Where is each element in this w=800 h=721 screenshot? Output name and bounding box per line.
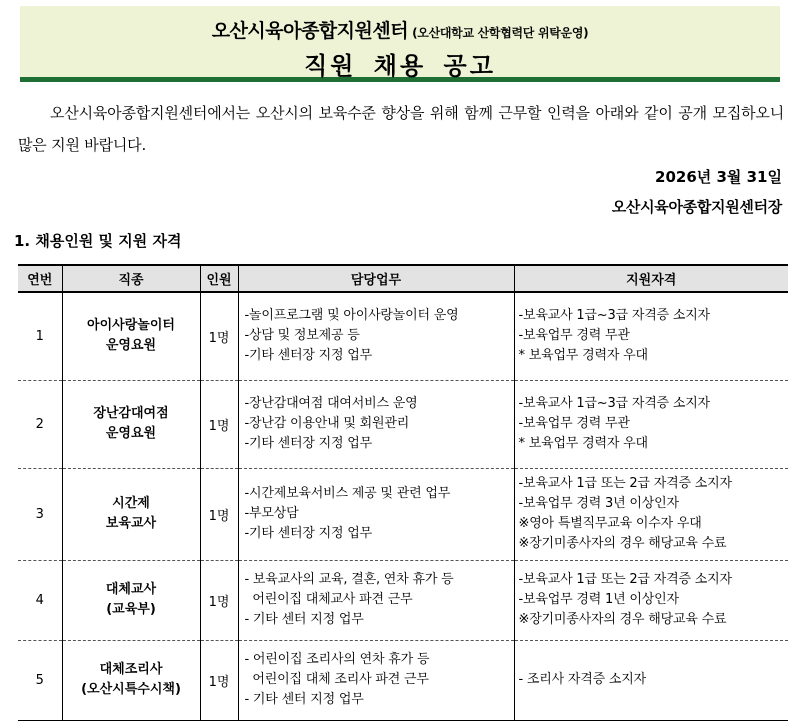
col-header-duties: 담당업무	[238, 265, 514, 292]
row-duties	[238, 560, 514, 640]
role-line: 대체조리사	[99, 662, 163, 677]
row-role	[62, 468, 200, 560]
row-count: 1명	[200, 640, 238, 720]
role-line: 장난감대여점	[93, 406, 169, 421]
issuer-name: 오산시육아종합지원센터장	[611, 198, 782, 216]
center-name	[20, 16, 780, 43]
row-quals	[514, 468, 788, 560]
row-count: 1명	[200, 380, 238, 468]
duty-line: -장난감대여점 대여서비스 운영	[244, 396, 418, 411]
duty-line: 어린이집 대체교사 파견 근무	[244, 592, 413, 607]
row-duties	[238, 292, 514, 380]
role-line: 운영요원	[105, 426, 157, 441]
table-row	[18, 468, 788, 560]
row-quals	[514, 380, 788, 468]
qual-line: -보육교사 1급 또는 2급 자격증 소지자	[518, 572, 732, 587]
col-header-no: 연번	[18, 265, 62, 292]
qual-line: * 보육업무 경력자 우대	[518, 436, 648, 451]
center-title: 오산시육아종합지원센터	[211, 20, 409, 42]
duty-line: - 보육교사의 교육, 결혼, 연차 휴가 등	[244, 572, 454, 587]
role-line: 아이사랑놀이터	[87, 318, 175, 334]
col-header-quals: 지원자격	[514, 265, 788, 292]
notice-date: 2026년 3월 31일	[655, 168, 782, 186]
duty-line: -기타 센터장 지정 업무	[244, 348, 373, 364]
table-row	[18, 292, 788, 380]
row-number: 3	[18, 468, 62, 560]
recruitment-table	[18, 264, 788, 721]
row-role	[62, 560, 200, 640]
duty-line: - 기타 센터 지정 업무	[244, 692, 364, 707]
row-count: 1명	[200, 560, 238, 640]
duty-line: -기타 센터장 지정 업무	[244, 436, 373, 451]
table-row	[18, 380, 788, 468]
row-number: 1	[18, 292, 62, 380]
qual-line: -보육업무 경력 무관	[518, 416, 630, 431]
duty-line: -놀이프로그램 및 아이사랑놀이터 운영	[244, 308, 459, 324]
role-line: 대체교사	[105, 582, 157, 597]
role-line: (오산시특수시책)	[81, 682, 181, 697]
section-title: 1. 채용인원 및 지원 자격	[14, 232, 182, 250]
row-count: 1명	[200, 292, 238, 380]
duty-line: -장난감 이용안내 및 회원관리	[244, 416, 410, 431]
row-count: 1명	[200, 468, 238, 560]
qual-line: ※장기미종사자의 경우 해당교육 수료	[518, 536, 727, 551]
qual-line: -보육업무 경력 1년 이상인자	[518, 592, 679, 607]
duty-line: -시간제보육서비스 제공 및 관련 업무	[244, 486, 451, 501]
col-header-role: 직종	[62, 265, 200, 292]
header-banner	[20, 6, 780, 82]
row-role	[62, 292, 200, 380]
qual-line: ※영아 특별직무교육 이수자 우대	[518, 516, 702, 531]
row-quals	[514, 640, 788, 720]
qual-line: -보육교사 1급~3급 자격증 소지자	[518, 308, 710, 324]
qual-line: * 보육업무 경력자 우대	[518, 348, 648, 364]
row-quals	[514, 560, 788, 640]
duty-line: - 기타 센터 지정 업무	[244, 612, 364, 627]
qual-line: -보육교사 1급 또는 2급 자격증 소지자	[518, 476, 732, 491]
row-number: 5	[18, 640, 62, 720]
duty-line: 어린이집 대체 조리사 파견 근무	[244, 672, 429, 687]
duty-line: -부모상담	[244, 506, 299, 521]
qual-line: ※장기미종사자의 경우 해당교육 수료	[518, 612, 727, 627]
row-quals	[514, 292, 788, 380]
row-duties	[238, 640, 514, 720]
center-subtitle: (오산대학교 산학협력단 위탁운영)	[412, 26, 589, 40]
qual-line: -보육업무 경력 3년 이상인자	[518, 496, 679, 511]
table-row	[18, 560, 788, 640]
role-line: 시간제	[112, 496, 150, 511]
duty-line: -기타 센터장 지정 업무	[244, 526, 373, 541]
role-line: (교육부)	[106, 602, 156, 617]
qual-line: - 조리사 자격증 소지자	[518, 672, 647, 687]
duty-line: -상담 및 정보제공 등	[244, 328, 360, 344]
role-line: 운영요원	[105, 338, 157, 354]
row-number: 2	[18, 380, 62, 468]
intro-paragraph: 오산시육아종합지원센터에서는 오산시의 보육수준 향상을 위해 함께 근무할 인력을 아래와 같이 공개 모집하오니 많은 지원 바랍니다.	[18, 104, 784, 154]
table-header-row	[18, 265, 788, 292]
duty-line: - 어린이집 조리사의 연차 휴가 등	[244, 652, 430, 667]
qual-line: -보육교사 1급~3급 자격증 소지자	[518, 396, 710, 411]
table-row	[18, 640, 788, 720]
row-role	[62, 640, 200, 720]
row-role	[62, 380, 200, 468]
row-duties	[238, 468, 514, 560]
page-title: 직원 채용 공고	[304, 52, 496, 80]
qual-line: -보육업무 경력 무관	[518, 328, 630, 344]
row-duties	[238, 380, 514, 468]
role-line: 보육교사	[105, 516, 157, 531]
row-number: 4	[18, 560, 62, 640]
col-header-count: 인원	[200, 265, 238, 292]
